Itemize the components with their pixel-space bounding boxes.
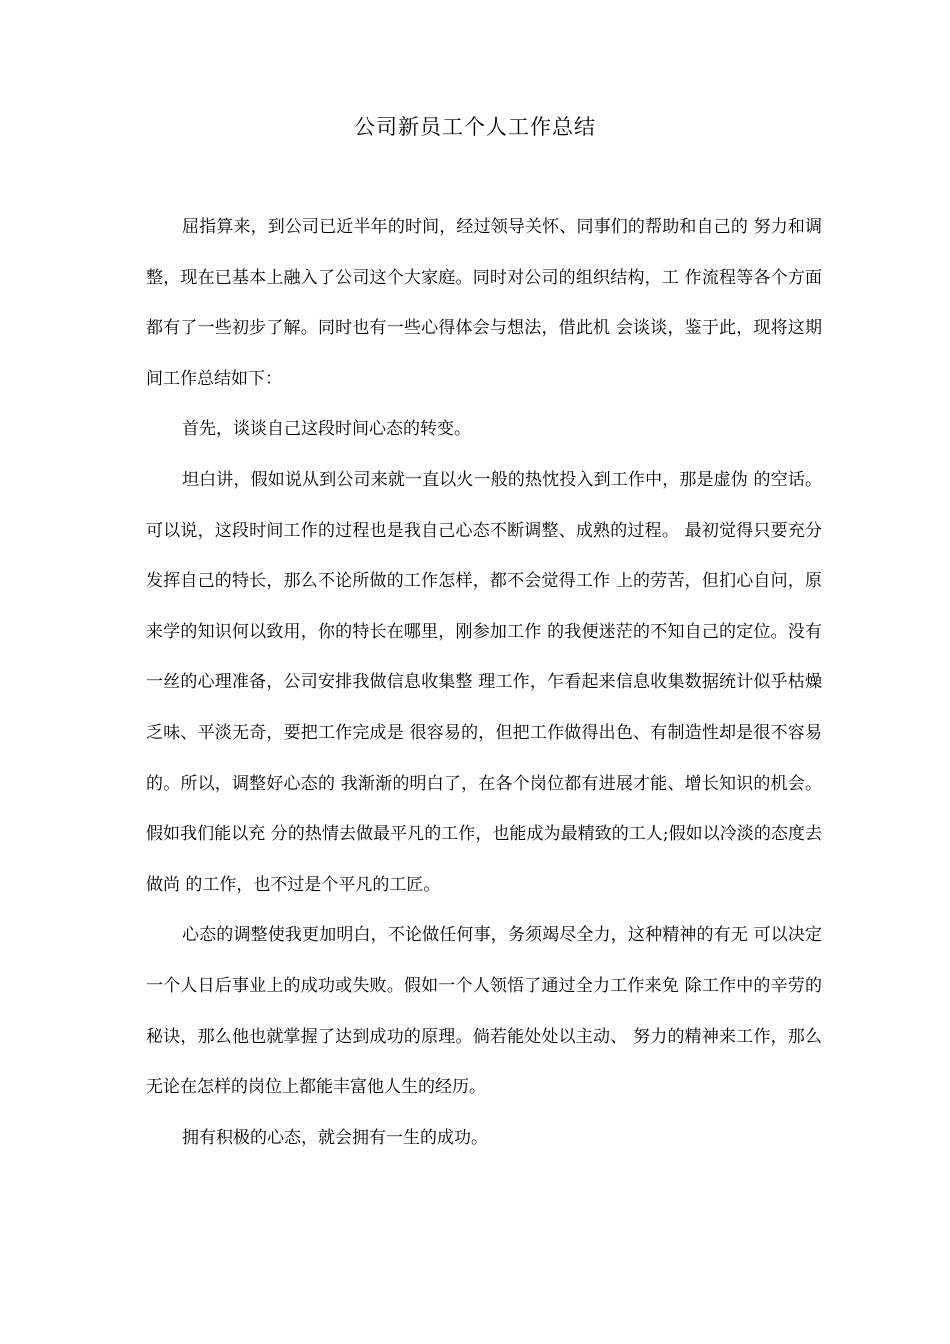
paragraph: 首先，谈谈自己这段时间心态的转变。 [182, 419, 471, 440]
document-body [146, 202, 822, 1163]
document-title: 公司新员工个人工作总结 [354, 115, 596, 139]
paragraph: 屈指算来，到公司已近半年的时间，经过领导关怀、同事们的帮助和自己的 努力和调整，现在已基本上融入了公司这个大家庭。同时对公司的组织结构，工 作流程等各个方面都有了一些初步了解。同时也有一些心得体会与想法，借此机 会谈谈，鉴于此，现将这期间工作总结如下： [146, 217, 822, 389]
paragraph: 坦白讲，假如说从到公司来就一直以火一般的热忱投入到工作中，那是虚伪 的空话。可以说，这段时间工作的过程也是我自己心态不断调整、成熟的过程。 最初觉得只要充分发挥自己的特长，那么不论所做的工作怎样，都不会觉得工作 上的劳苦，但扪心自问，原来学的知识何以致用，你的特长在哪里，刚参加工作 的我便迷茫的不知自己的定位。没有一丝的心理准备，公司安排我做信息收集整 理工作，乍看起来信息收集数据统计似乎枯燥乏味、平淡无奇，要把工作完成是 很容易的，但把工作做得出色、有制造性却是很不容易的。所以，调整好心态的 我渐渐的明白了，在各个岗位都有进展才能、增长知识的机会。假如我们能以充 分的热情去做最平凡的工作，也能成为最精致的工人;假如以冷淡的态度去做尚 的工作，也不过是个平凡的工匠。 [146, 469, 822, 895]
paragraph: 拥有积极的心态，就会拥有一生的成功。 [182, 1127, 488, 1148]
paragraph: 心态的调整使我更加明白，不论做任何事，务须竭尽全力，这种精神的有无 可以决定一个人日后事业上的成功或失败。假如一个人领悟了通过全力工作来免 除工作中的辛劳的秘诀，那么他也就掌握了达到成功的原理。倘若能处处以主动、 努力的精神来工作，那么无论在怎样的岗位上都能丰富他人生的经历。 [146, 925, 822, 1098]
